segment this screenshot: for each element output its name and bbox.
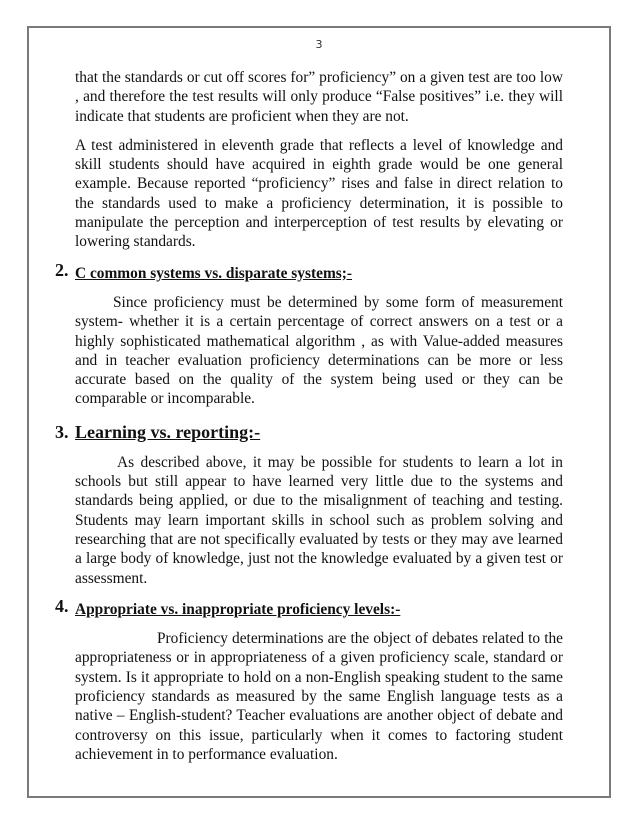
section-2-heading [55,259,563,283]
section-2-number: 2. [55,259,69,280]
section-4-heading [55,595,563,619]
section-4-title: Appropriate vs. inappropriate proficiency levels:- [75,600,401,618]
page-number: 3 [315,38,323,51]
intro-paragraph-2: A test administered in eleventh grade that reflects a level of knowledge and skill students should have acquired in eighth grade would be one general example. Because reported “proficiency” rises and false in direct relation to the standards used to make a proficiency determination, it is possible to manipulate the perception and interperception of test results by elevating or lowering standards. [75,136,563,251]
section-3-number: 3. [55,421,69,442]
section-4-paragraph: Proficiency determinations are the object of debates related to the appropriateness or in appropriateness of a given proficiency scale, standard or system. Is it appropriate to hold on a non-English speaking student to the same proficiency standards as measured by the same English language tests as a native – English-student? Teacher evaluations are another object of debate and controversy on this issue, particularly when it comes to factoring student achievement in to performance evaluation. [75,630,563,763]
document-body [55,68,563,776]
section-3-heading [55,421,563,443]
section-3-paragraph: As described above, it may be possible for students to learn a lot in schools but still appear to have learned very little due to the systems and standards being applied, or due to the misalignment of teaching and testing. Students may learn important skills in school such as problem solving and researching that are not specifically evaluated by tests or they may ave learned a large body of knowledge, just not the knowledge evaluated by a given test or assessment. [75,453,563,587]
section-2-title: C common systems vs. disparate systems;- [75,264,353,282]
section-2-paragraph: Since proficiency must be determined by some form of measurement system- whether it is a certain percentage of correct answers on a test or a highly sophisticated mathematical algorithm , as with Value-added measures and in teacher evaluation proficiency determinations can be more or less accurate based on the quality of the system being used or they can be comparable or incomparable. [75,293,563,408]
section-3-title: Learning vs. reporting:- [75,421,261,442]
intro-paragraph-1: that the standards or cut off scores for” proficiency” on a given test are too low , and therefore the test results will only produce “False positives” i.e. they will indicate that students are proficient when they are not. [75,69,563,125]
section-4-number: 4. [55,595,69,616]
